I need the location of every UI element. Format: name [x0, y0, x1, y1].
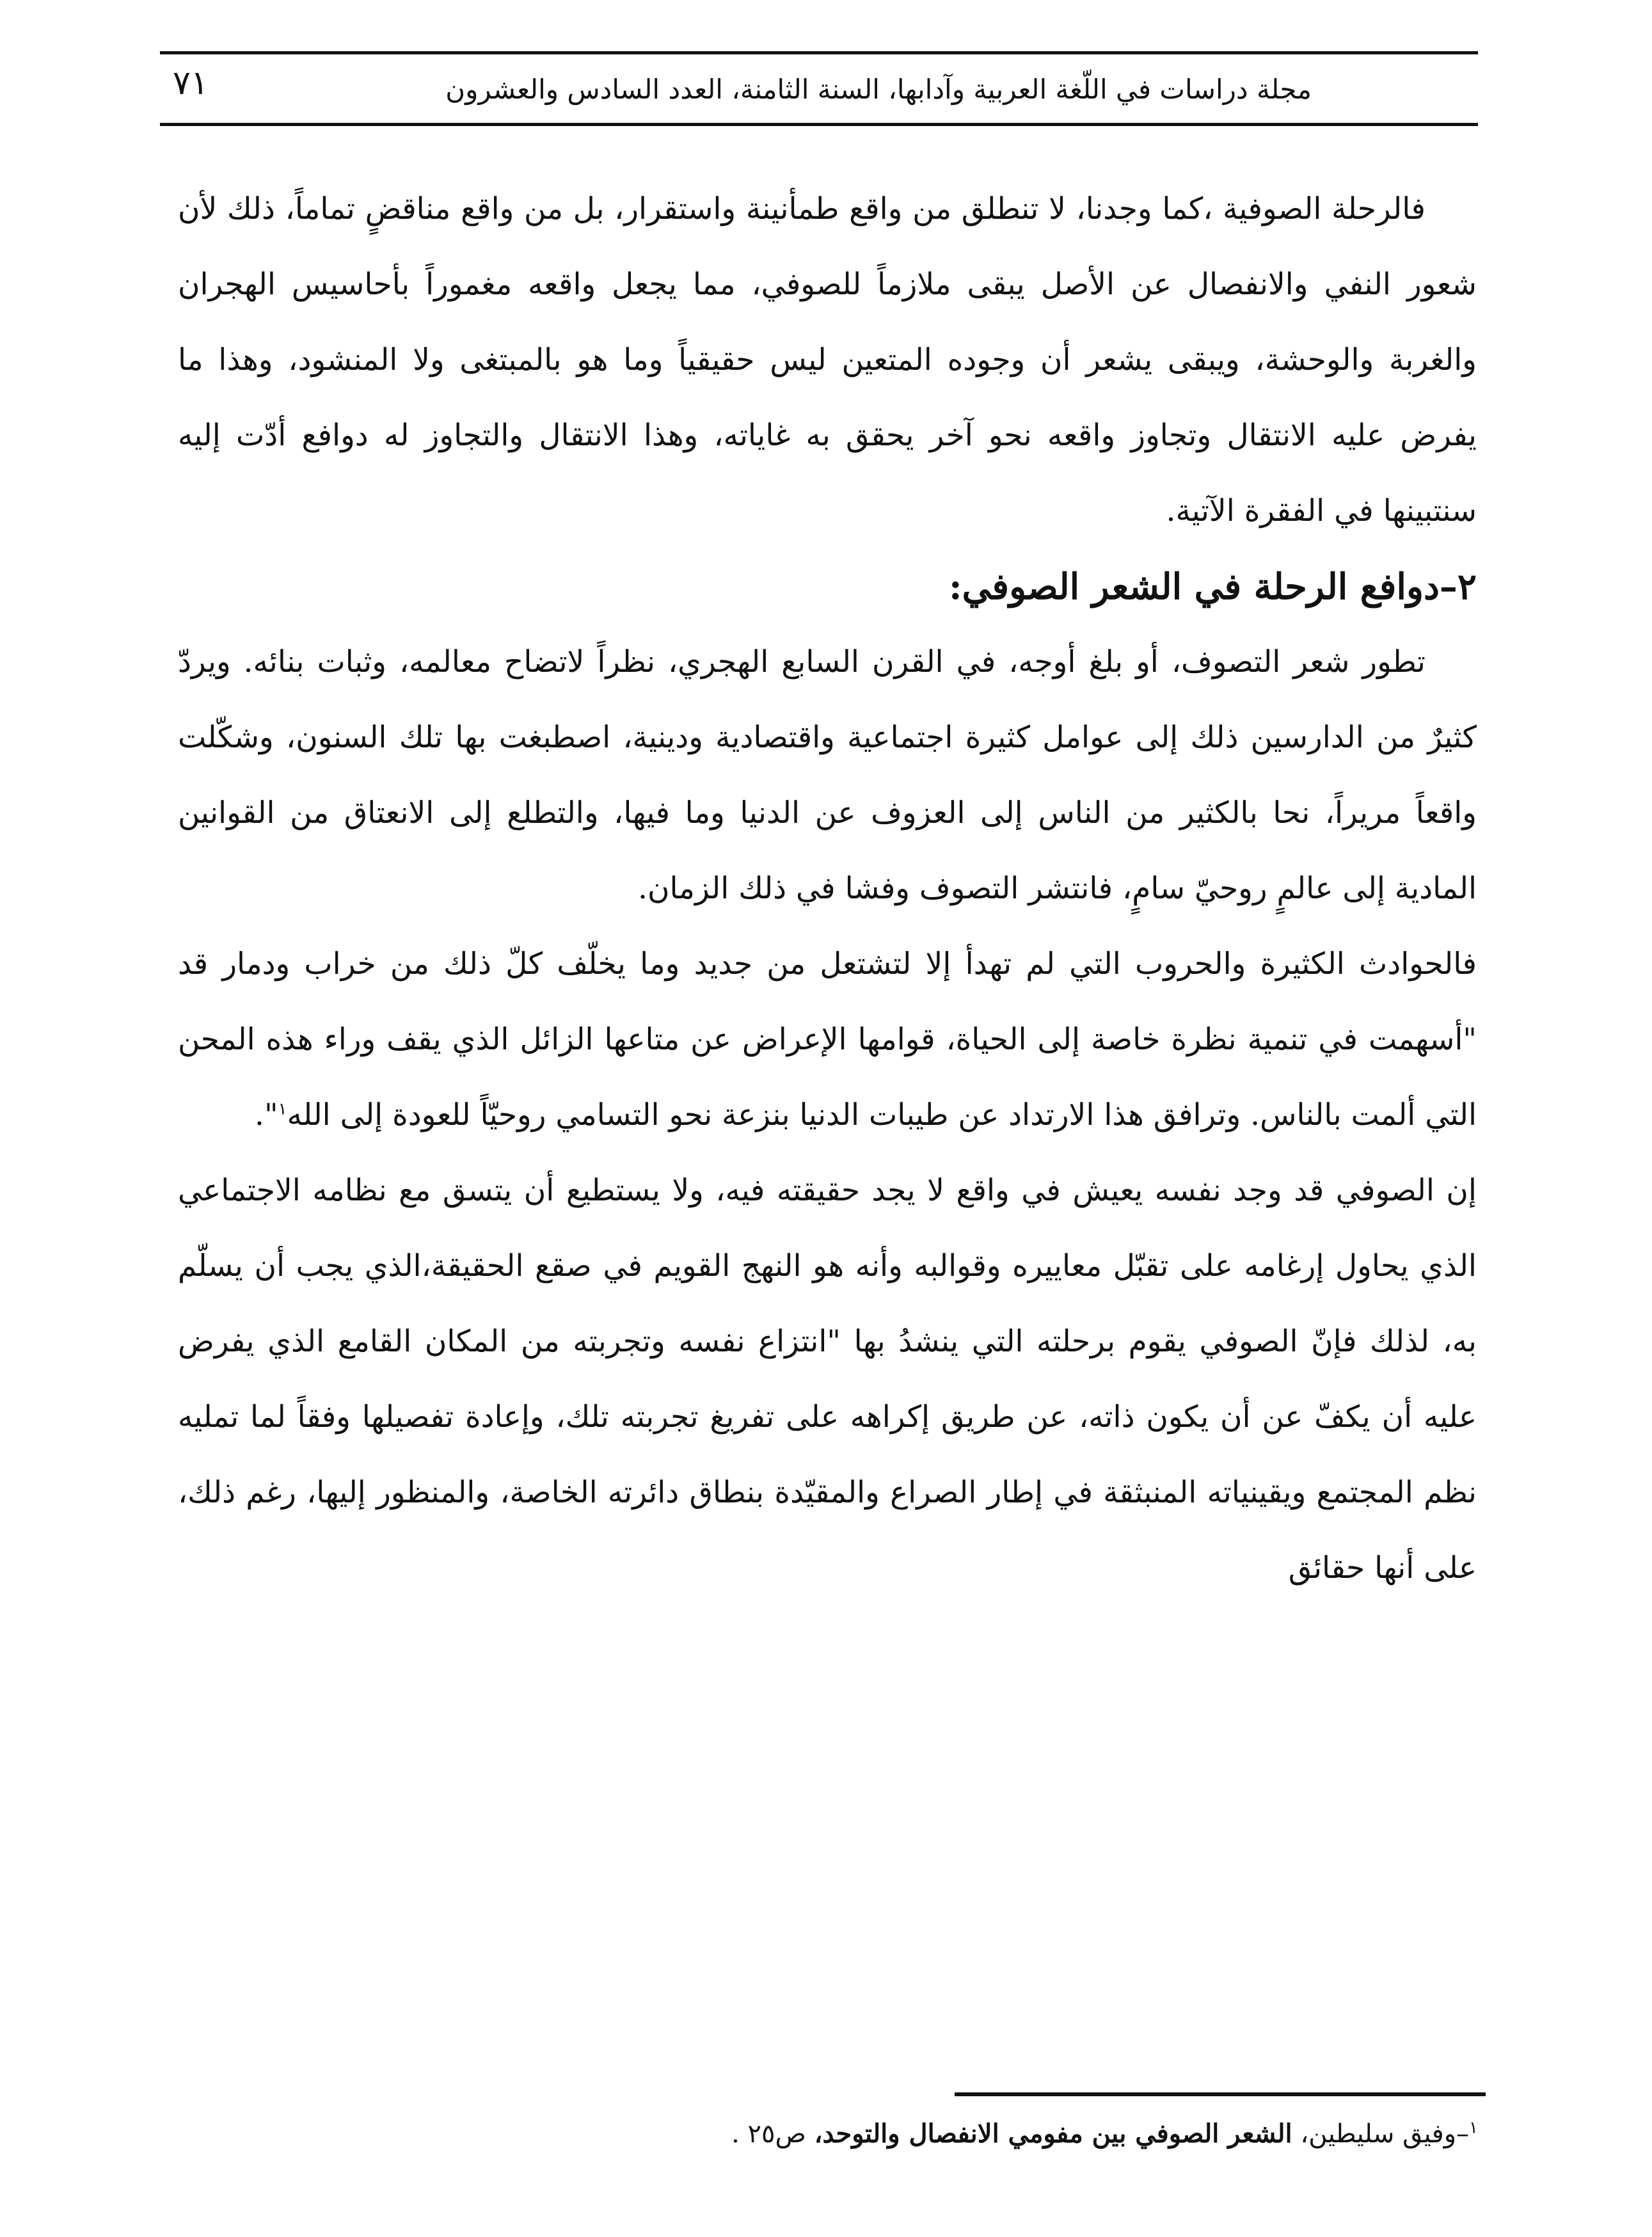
paragraph-3-text: فالحوادث الكثيرة والحروب التي لم تهدأ إلا لتشتعل من جديد وما يخلّف كلّ ذلك من خراب ودمار قد "أسهمت في تنمية نظرة خاصة إلى الحياة، قوامها الإعراض عن متاعها الزائل الذي يقف وراء هذه المحن التي ألمت بالناس. وترافق هذا الارتداد عن طيبات الدنيا بنزعة نحو التسامي روحيّاً للعودة إلى الله: [178, 946, 1477, 1133]
footnote-title: الشعر الصوفي بين مفومي الانفصال والتوحد،: [814, 2119, 1292, 2149]
page-number: ٧١: [173, 64, 209, 102]
header-bottom-rule: [160, 123, 1478, 126]
paragraph-3: [178, 927, 1477, 1153]
footnote-page: ص٢٥ .: [731, 2119, 814, 2149]
footnote-author: –وفيق سليطين،: [1292, 2119, 1470, 2149]
section-heading: ٢–دوافع الرحلة في الشعر الصوفي:: [948, 566, 1477, 608]
footnote: [731, 2112, 1478, 2156]
footnote-reference[interactable]: ١: [278, 1099, 287, 1119]
paragraph-2: تطور شعر التصوف، أو بلغ أوجه، في القرن السابع الهجري، نظراً لاتضاح معالمه، وثبات بنائه. ويردّ كثيرٌ من الدارسين ذلك إلى عوامل كثيرة اجتماعية واقتصادية ودينية، اصطبغت بها تلك السنون، وشكّلت واقعاً مريراً، نحا بالكثير من الناس إلى العزوف عن الدنيا وما فيها، والتطلع إلى الانعتاق من القوانين المادية إلى عالمٍ روحيّ سامٍ، فانتشر التصوف وفشا في ذلك الزمان.: [178, 644, 1477, 906]
header-top-rule: [160, 51, 1478, 54]
footnote-separator: [955, 2092, 1486, 2096]
body-text: [178, 171, 1477, 1606]
footnote-mark: ١: [1469, 2118, 1478, 2138]
paragraph-4: إن الصوفي قد وجد نفسه يعيش في واقع لا يجد حقيقته فيه، ولا يستطيع أن يتسق مع نظامه الاجتماعي الذي يحاول إرغامه على تقبّل معاييره وقوالبه وأنه هو النهج القويم في صقع الحقيقة،الذي يجب أن يسلّم به، لذلك فإنّ الصوفي يقوم برحلته التي ينشدُ بها "انتزاع نفسه وتجربته من المكان القامع الذي يفرض عليه أن يكفّ عن أن يكون ذاته، عن طريق إكراهه على تفريغ تجربته تلك، وإعادة تفصيلها وفقاً لما تمليه نظم المجتمع ويقينياته المنبثقة في إطار الصراع والمقيّدة بنطاق دائرته الخاصة، والمنظور إليها، رغم ذلك، على أنها حقائق: [178, 1173, 1477, 1586]
paragraph-3-end: ".: [255, 1097, 278, 1133]
paragraph-1: فالرحلة الصوفية ،كما وجدنا، لا تنطلق من واقع طمأنينة واستقرار، بل من واقع مناقضٍ تماماً، ذلك لأن شعور النفي والانفصال عن الأصل يبقى ملازماً للصوفي، مما يجعل واقعه مغموراً بأحاسيس الهجران والغربة والوحشة، ويبقى يشعر أن وجوده المتعين ليس حقيقياً وما هو بالمبتغى ولا المنشود، وهذا ما يفرض عليه الانتقال وتجاوز واقعه نحو آخر يحقق به غاياته، وهذا الانتقال والتجاوز له دوافع أدّت إليه سنتبينها في الفقرة الآتية.: [178, 191, 1477, 529]
running-header: [160, 51, 1478, 128]
journal-title: مجلة دراسات في اللّغة العربية وآدابها، السنة الثامنة، العدد السادس والعشرون: [445, 74, 1312, 105]
